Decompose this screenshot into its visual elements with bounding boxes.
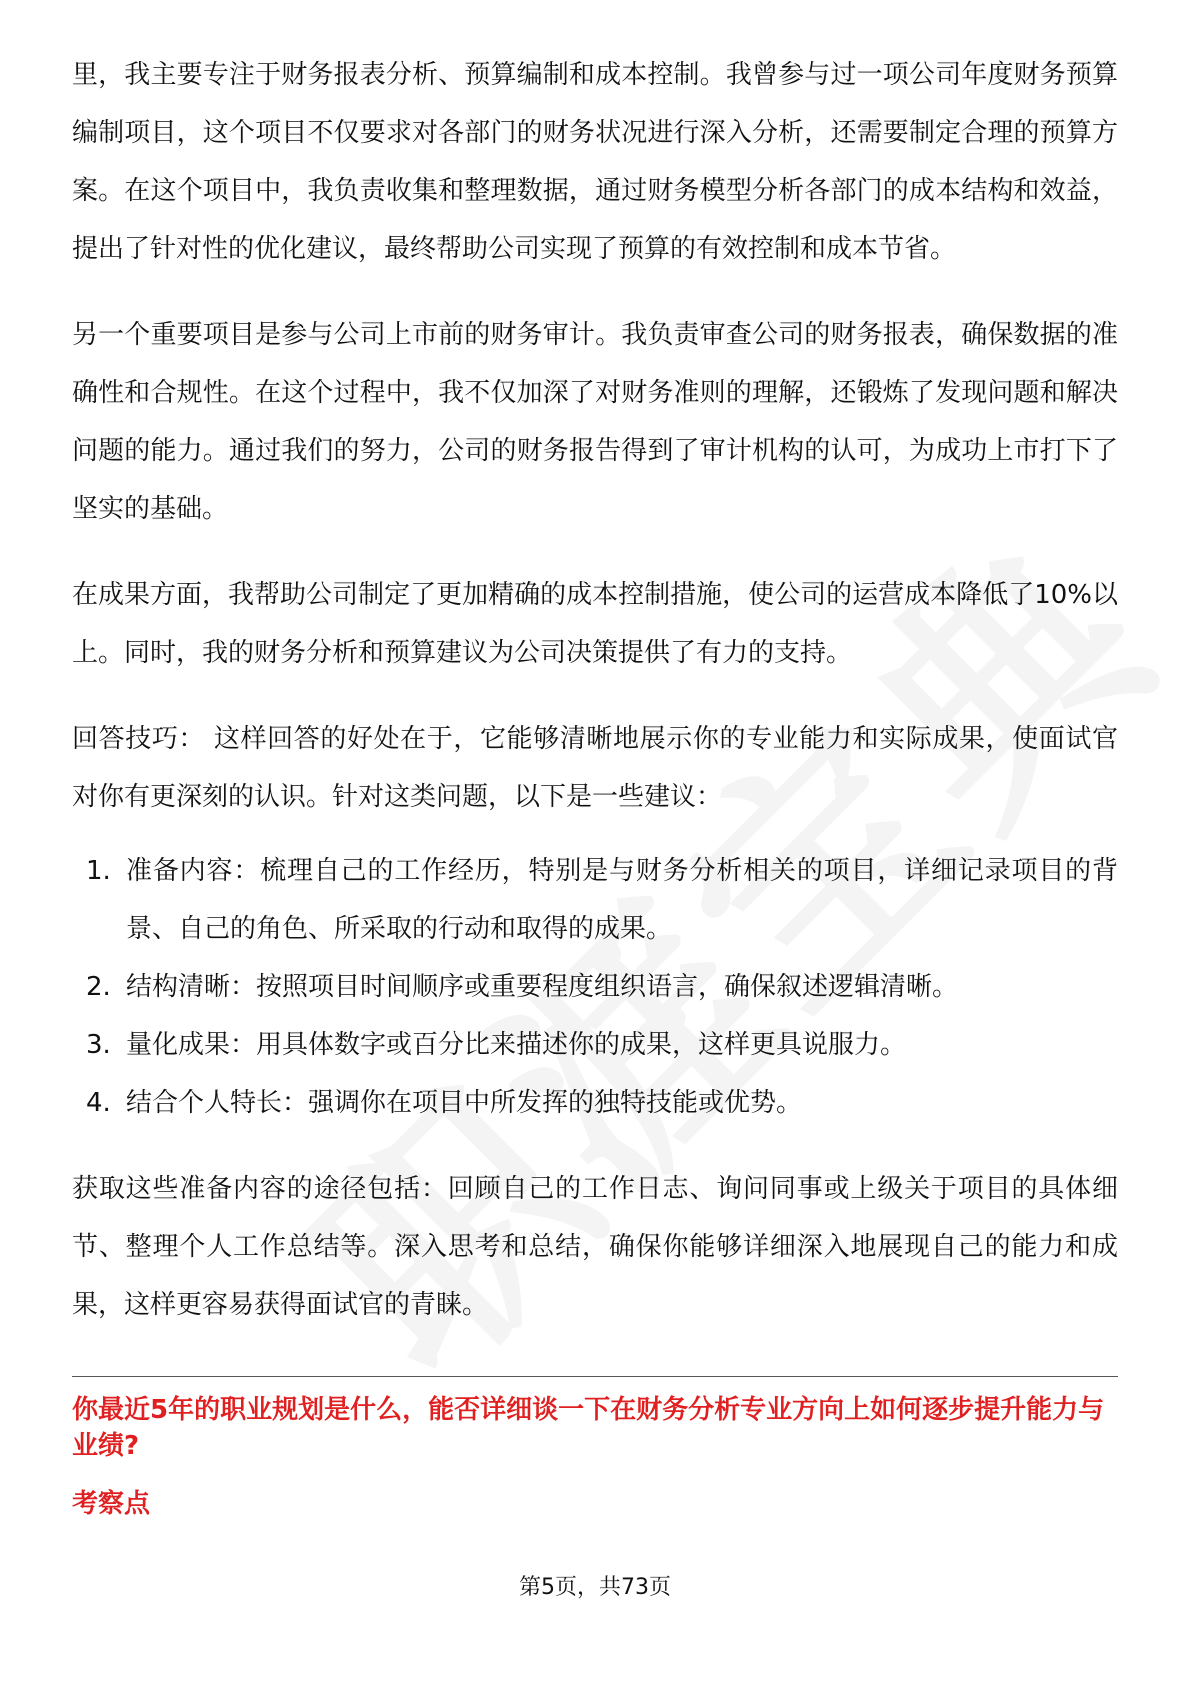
paragraph-audit-project: 另一个重要项目是参与公司上市前的财务审计。我负责审查公司的财务报表，确保数据的准确性和合规性。在这个过程中，我不仅加深了对财务准则的理解，还锻炼了发现问题和解决问题的能力。通过我们的努力，公司的财务报告得到了审计机构的认可，为成功上市打下了坚实的基础。 — [72, 320, 1118, 524]
list-item — [72, 842, 1118, 958]
next-question-heading: 你最近5年的职业规划是什么，能否详细谈一下在财务分析专业方向上如何逐步提升能力与业绩? — [72, 1395, 1105, 1461]
paragraph-answer-tips: 回答技巧： 这样回答的好处在于，它能够清晰地展示你的专业能力和实际成果，使面试官对你有更深刻的认识。针对这类问题，以下是一些建议： — [72, 724, 1118, 812]
list-number: 1. — [86, 856, 111, 886]
document-body — [72, 46, 1118, 1362]
paragraph-results: 在成果方面，我帮助公司制定了更加精确的成本控制措施，使公司的运营成本降低了10%以上。同时，我的财务分析和预算建议为公司决策提供了有力的支持。 — [72, 580, 1118, 668]
list-item — [72, 1074, 1118, 1132]
page-footer: 第5页，共73页 — [519, 1575, 671, 1600]
tips-list — [72, 842, 1118, 1132]
list-item-text: 结构清晰：按照项目时间顺序或重要程度组织语言，确保叙述逻辑清晰。 — [126, 972, 959, 1002]
list-number: 4. — [86, 1088, 111, 1118]
list-item-text: 准备内容：梳理自己的工作经历，特别是与财务分析相关的项目，详细记录项目的背景、自己的角色、所采取的行动和取得的成果。 — [126, 856, 1118, 944]
section-subheading: 考察点 — [72, 1489, 151, 1519]
list-item — [72, 1016, 1118, 1074]
section-divider — [72, 1376, 1118, 1377]
paragraph-closing: 获取这些准备内容的途径包括：回顾自己的工作日志、询问同事或上级关于项目的具体细节、整理个人工作总结等。深入思考和总结，确保你能够详细深入地展现自己的能力和成果，这样更容易获得面试官的青睐。 — [72, 1174, 1118, 1320]
list-item-text: 结合个人特长：强调你在项目中所发挥的独特技能或优势。 — [126, 1088, 803, 1118]
list-number: 2. — [86, 972, 111, 1002]
paragraph-experience: 里，我主要专注于财务报表分析、预算编制和成本控制。我曾参与过一项公司年度财务预算编制项目，这个项目不仅要求对各部门的财务状况进行深入分析，还需要制定合理的预算方案。在这个项目中，我负责收集和整理数据，通过财务模型分析各部门的成本结构和效益，提出了针对性的优化建议，最终帮助公司实现了预算的有效控制和成本节省。 — [72, 60, 1118, 264]
list-number: 3. — [86, 1030, 111, 1060]
list-item-text: 量化成果：用具体数字或百分比来描述你的成果，这样更具说服力。 — [126, 1030, 907, 1060]
list-item — [72, 958, 1118, 1016]
